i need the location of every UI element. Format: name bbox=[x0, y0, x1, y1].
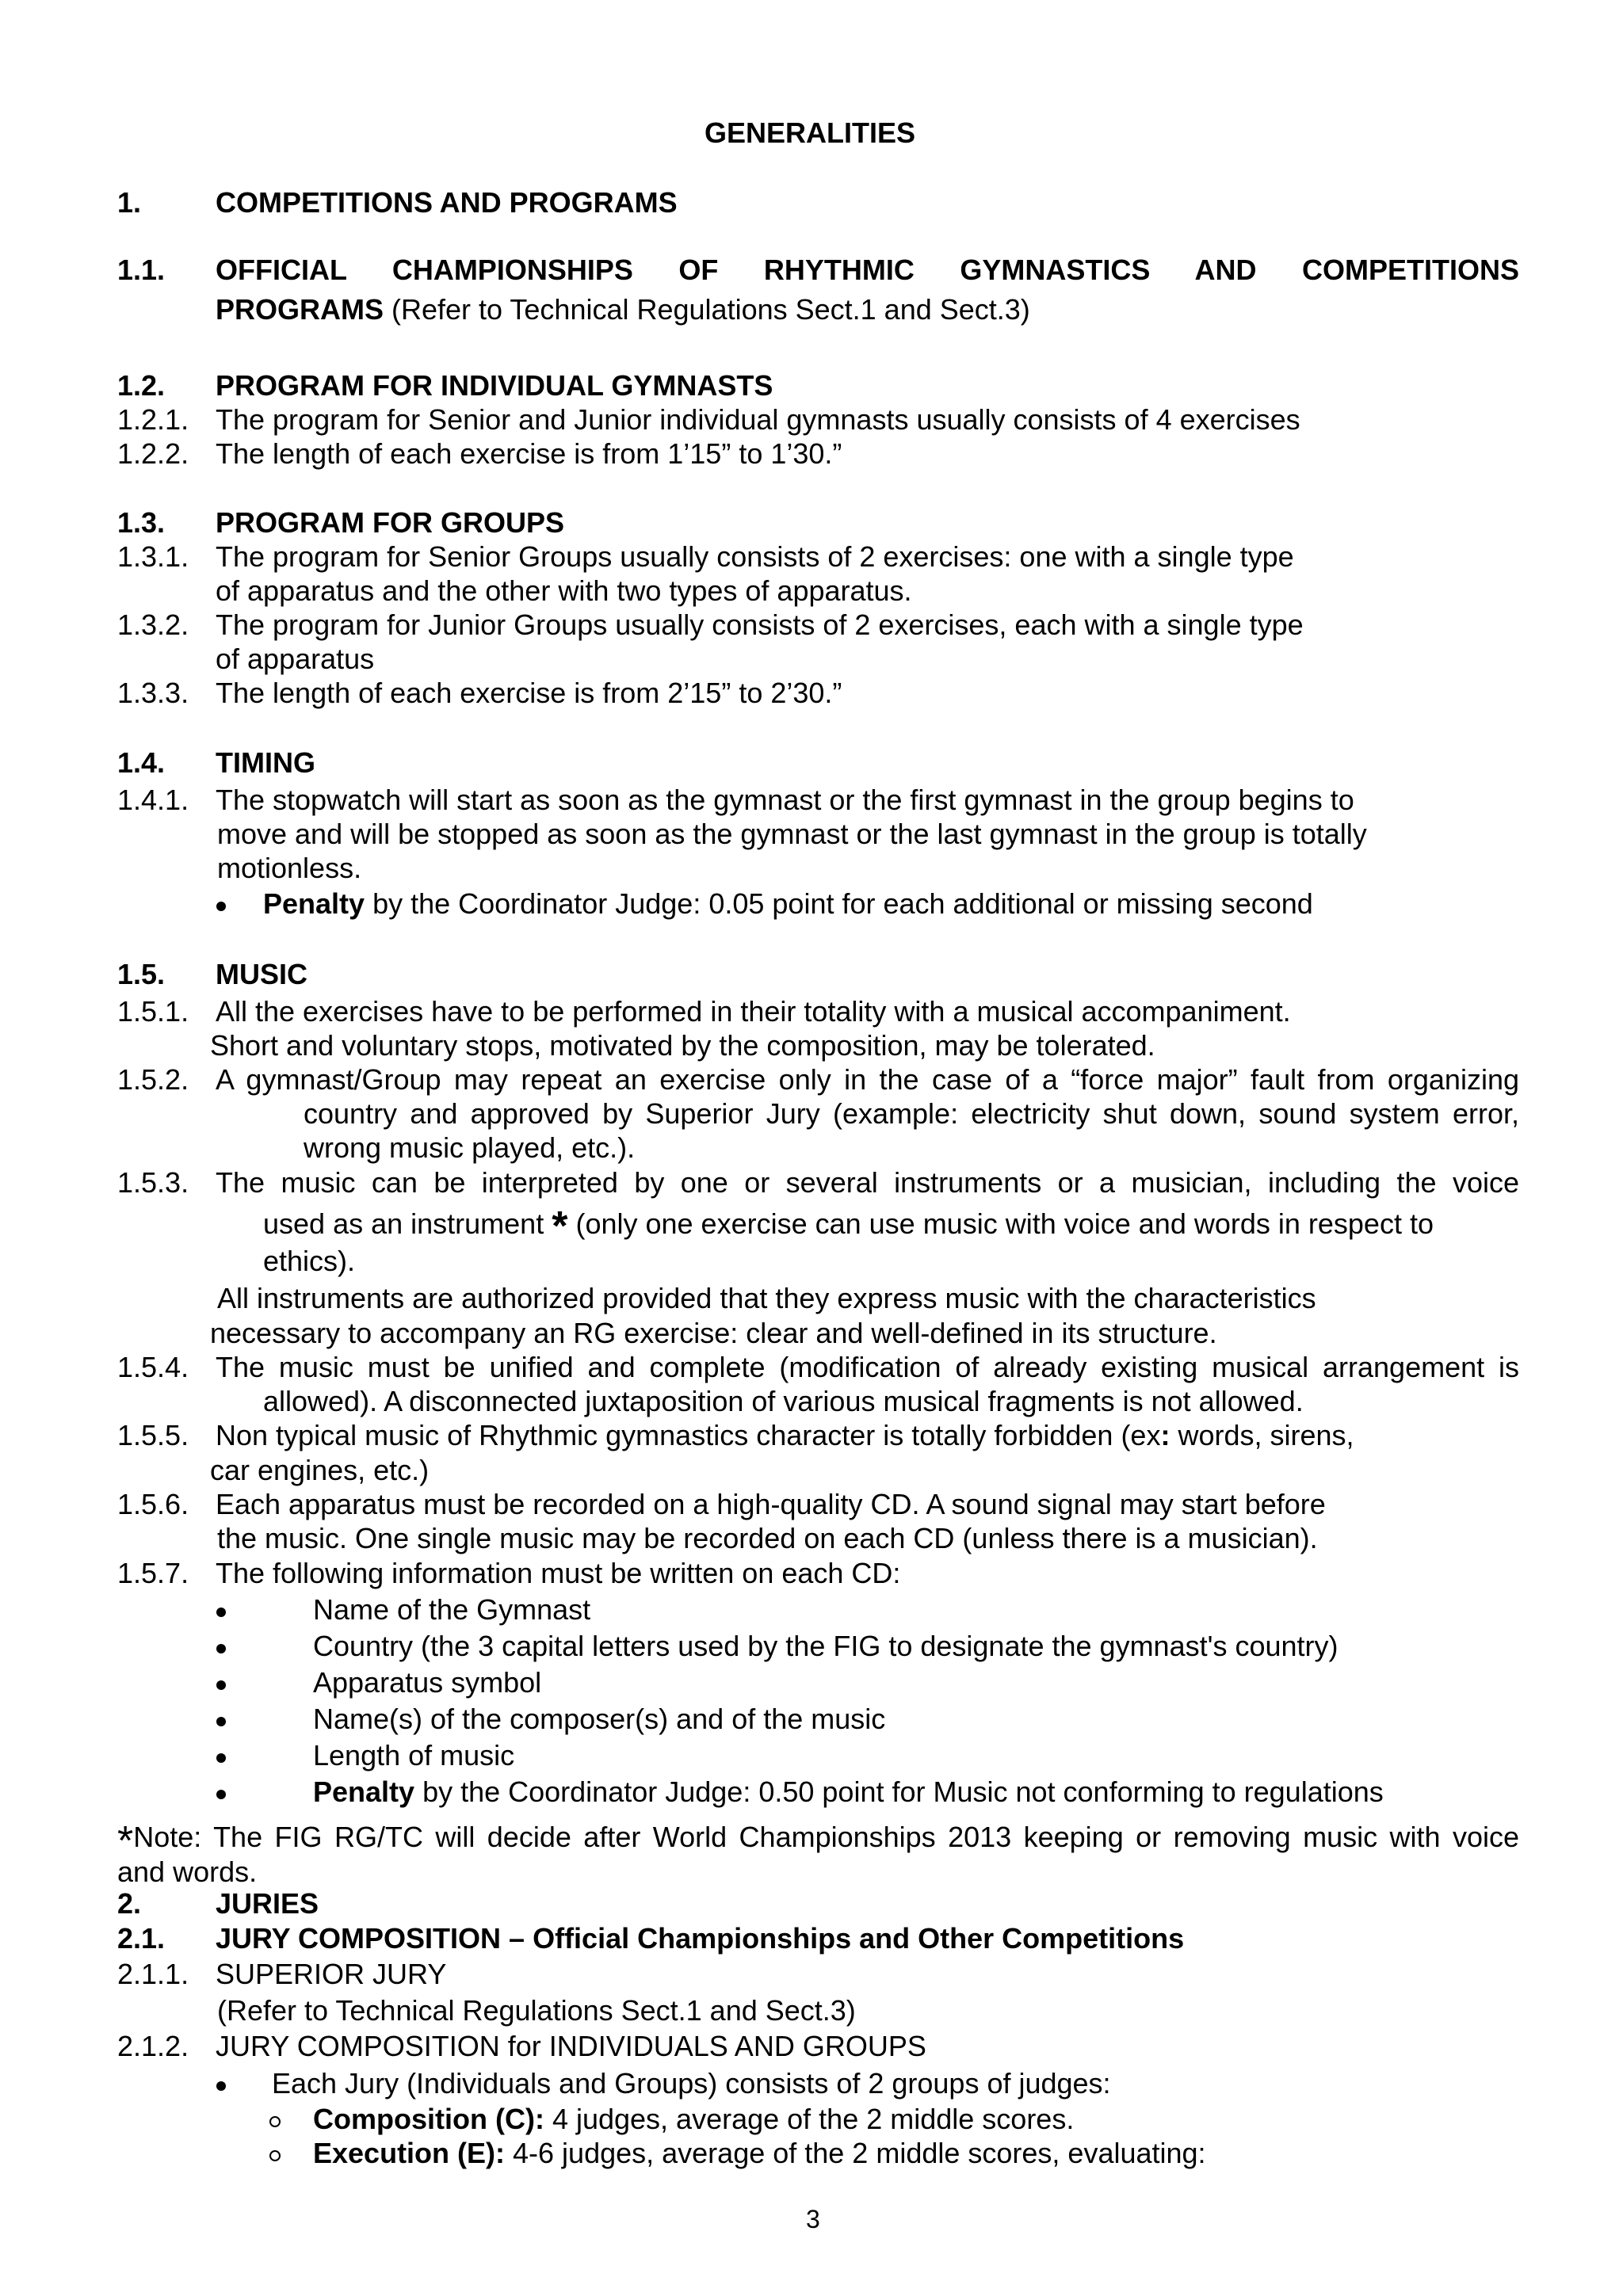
circle-bullet-icon bbox=[269, 2150, 281, 2161]
section-number: 1.5. bbox=[117, 958, 166, 990]
bullet-icon bbox=[216, 1790, 226, 1799]
note-line: and words. bbox=[117, 1855, 258, 1888]
item-number: 1.3.2. bbox=[117, 608, 189, 641]
bullet-icon bbox=[216, 902, 226, 911]
item-number: 1.3.3. bbox=[117, 677, 189, 709]
reference-text: (Refer to Technical Regulations Sect.1 and Sect.3) bbox=[384, 293, 1030, 326]
section-heading-continued bbox=[216, 292, 1030, 327]
composition-label: Composition (C): bbox=[313, 2103, 544, 2135]
item-text: The length of each exercise is from 2’15” to 2’30.” bbox=[216, 677, 842, 709]
item-number: 1.5.5. bbox=[117, 1419, 189, 1451]
item-text: The music must be unified and complete (modification of already existing musical arrangement is bbox=[216, 1351, 1519, 1383]
item-number: 1.5.1. bbox=[117, 995, 189, 1028]
section-number: 1.3. bbox=[117, 506, 166, 539]
item-number: 1.2.1. bbox=[117, 403, 189, 436]
item-text: the music. One single music may be recorded on each CD (unless there is a musician). bbox=[217, 1522, 1318, 1554]
cd-info-item: Name of the Gymnast bbox=[313, 1593, 591, 1626]
section-heading: PROGRAM FOR INDIVIDUAL GYMNASTS bbox=[216, 369, 773, 402]
cd-penalty-line bbox=[313, 1775, 1384, 1810]
item-text: of apparatus bbox=[216, 643, 375, 675]
item-text bbox=[216, 1418, 1354, 1453]
item-number: 1.5.6. bbox=[117, 1488, 189, 1520]
item-number: 1.5.2. bbox=[117, 1063, 189, 1096]
section-heading: PROGRAM FOR GROUPS bbox=[216, 506, 565, 539]
item-text: car engines, etc.) bbox=[210, 1454, 430, 1486]
penalty-label: Penalty bbox=[313, 1775, 415, 1808]
text-fragment: Non typical music of Rhythmic gymnastics character is totally forbidden (ex bbox=[216, 1419, 1161, 1451]
execution-label: Execution (E): bbox=[313, 2137, 506, 2169]
page-number: 3 bbox=[806, 2205, 820, 2233]
bold-text: PROGRAMS bbox=[216, 293, 384, 326]
text-fragment: (only one exercise can use music with voice and words in respect to bbox=[567, 1207, 1434, 1240]
item-text: The following information must be written on each CD: bbox=[216, 1557, 901, 1589]
item-text: The program for Junior Groups usually consists of 2 exercises, each with a single type bbox=[216, 608, 1304, 641]
item-number: 1.5.3. bbox=[117, 1166, 189, 1199]
composition-text: 4 judges, average of the 2 middle scores. bbox=[544, 2103, 1075, 2135]
section-number: 1. bbox=[117, 186, 142, 219]
item-text: necessary to accompany an RG exercise: clear and well-defined in its structure. bbox=[210, 1317, 1217, 1349]
item-text: wrong music played, etc.). bbox=[304, 1131, 636, 1164]
item-text: ethics). bbox=[263, 1245, 356, 1277]
penalty-text: by the Coordinator Judge: 0.50 point for Music not conforming to regulations bbox=[414, 1775, 1384, 1808]
cd-info-item: Country (the 3 capital letters used by the FIG to designate the gymnast's country) bbox=[313, 1630, 1338, 1662]
text-fragment: words, sirens, bbox=[1170, 1419, 1354, 1451]
item-text: (Refer to Technical Regulations Sect.1 and Sect.3) bbox=[217, 1994, 856, 2027]
bullet-icon bbox=[216, 1644, 226, 1653]
item-text: SUPERIOR JURY bbox=[216, 1958, 447, 1990]
note-line bbox=[117, 1818, 1519, 1864]
item-text: The program for Senior and Junior individual gymnasts usually consists of 4 exercises bbox=[216, 403, 1300, 436]
text-fragment: used as an instrument bbox=[263, 1207, 552, 1240]
item-text: The program for Senior Groups usually consists of 2 exercises: one with a single type bbox=[216, 540, 1294, 573]
penalty-line bbox=[263, 887, 1313, 921]
bold-colon: : bbox=[1160, 1419, 1170, 1451]
circle-bullet-icon bbox=[269, 2116, 281, 2127]
section-heading: JURY COMPOSITION – Official Championships and Other Competitions bbox=[216, 1922, 1185, 1955]
execution-line bbox=[313, 2136, 1206, 2171]
item-number: 1.4.1. bbox=[117, 784, 189, 816]
asterisk-marker: * bbox=[552, 1203, 568, 1249]
section-number: 1.1. bbox=[117, 254, 166, 286]
asterisk-marker: * bbox=[117, 1818, 134, 1864]
page-title: GENERALITIES bbox=[705, 116, 916, 149]
item-text: All the exercises have to be performed in their totality with a musical accompaniment. bbox=[216, 995, 1291, 1028]
item-text: Short and voluntary stops, motivated by the composition, may be tolerated. bbox=[210, 1029, 1155, 1062]
penalty-label: Penalty bbox=[263, 887, 365, 920]
item-text: A gymnast/Group may repeat an exercise only in the case of a “force major” fault from organizing bbox=[216, 1063, 1519, 1096]
item-number: 1.5.4. bbox=[117, 1351, 189, 1383]
section-heading: JURIES bbox=[216, 1887, 319, 1920]
item-text-with-asterisk bbox=[263, 1203, 1434, 1249]
penalty-text: by the Coordinator Judge: 0.05 point for each additional or missing second bbox=[365, 887, 1313, 920]
item-text: Each apparatus must be recorded on a high-quality CD. A sound signal may start before bbox=[216, 1488, 1326, 1520]
item-number: 2.1.1. bbox=[117, 1958, 189, 1990]
cd-info-item: Length of music bbox=[313, 1739, 515, 1772]
item-text: move and will be stopped as soon as the gymnast or the last gymnast in the group is totally bbox=[217, 818, 1367, 850]
bullet-icon bbox=[216, 1680, 226, 1690]
jury-bullet: Each Jury (Individuals and Groups) consists of 2 groups of judges: bbox=[272, 2067, 1111, 2100]
bullet-icon bbox=[216, 1753, 226, 1763]
section-heading: TIMING bbox=[216, 746, 315, 779]
item-number: 1.3.1. bbox=[117, 540, 189, 573]
execution-text: 4-6 judges, average of the 2 middle scores, evaluating: bbox=[505, 2137, 1206, 2169]
bullet-icon bbox=[216, 1717, 226, 1726]
item-text: JURY COMPOSITION for INDIVIDUALS AND GROUPS bbox=[216, 2030, 926, 2062]
item-number: 1.2.2. bbox=[117, 437, 189, 470]
section-heading: OFFICIAL CHAMPIONSHIPS OF RHYTHMIC GYMNASTICS AND COMPETITIONS bbox=[216, 254, 1519, 286]
section-number: 1.4. bbox=[117, 746, 166, 779]
item-text: of apparatus and the other with two types of apparatus. bbox=[216, 574, 912, 607]
note-text: Note: The FIG RG/TC will decide after World Championships 2013 keeping or removing music with voice bbox=[133, 1821, 1519, 1853]
section-number: 2. bbox=[117, 1887, 142, 1920]
item-text: The music can be interpreted by one or several instruments or a musician, including the voice bbox=[216, 1166, 1519, 1199]
item-text: The stopwatch will start as soon as the gymnast or the first gymnast in the group begins to bbox=[216, 784, 1354, 816]
section-number: 2.1. bbox=[117, 1922, 166, 1955]
section-number: 1.2. bbox=[117, 369, 166, 402]
composition-line bbox=[313, 2102, 1074, 2137]
item-text: All instruments are authorized provided that they express music with the characteristics bbox=[217, 1282, 1316, 1314]
item-text: motionless. bbox=[217, 852, 362, 884]
section-heading: MUSIC bbox=[216, 958, 307, 990]
item-text: The length of each exercise is from 1’15” to 1’30.” bbox=[216, 437, 842, 470]
item-number: 1.5.7. bbox=[117, 1557, 189, 1589]
cd-info-item: Apparatus symbol bbox=[313, 1666, 542, 1699]
bullet-icon bbox=[216, 1608, 226, 1617]
item-number: 2.1.2. bbox=[117, 2030, 189, 2062]
cd-info-item: Name(s) of the composer(s) and of the music bbox=[313, 1703, 886, 1735]
item-text: allowed). A disconnected juxtaposition of various musical fragments is not allowed. bbox=[263, 1385, 1304, 1417]
item-text: country and approved by Superior Jury (example: electricity shut down, sound system error, bbox=[304, 1097, 1519, 1130]
bullet-icon bbox=[216, 2081, 226, 2091]
section-heading: COMPETITIONS AND PROGRAMS bbox=[216, 186, 678, 219]
